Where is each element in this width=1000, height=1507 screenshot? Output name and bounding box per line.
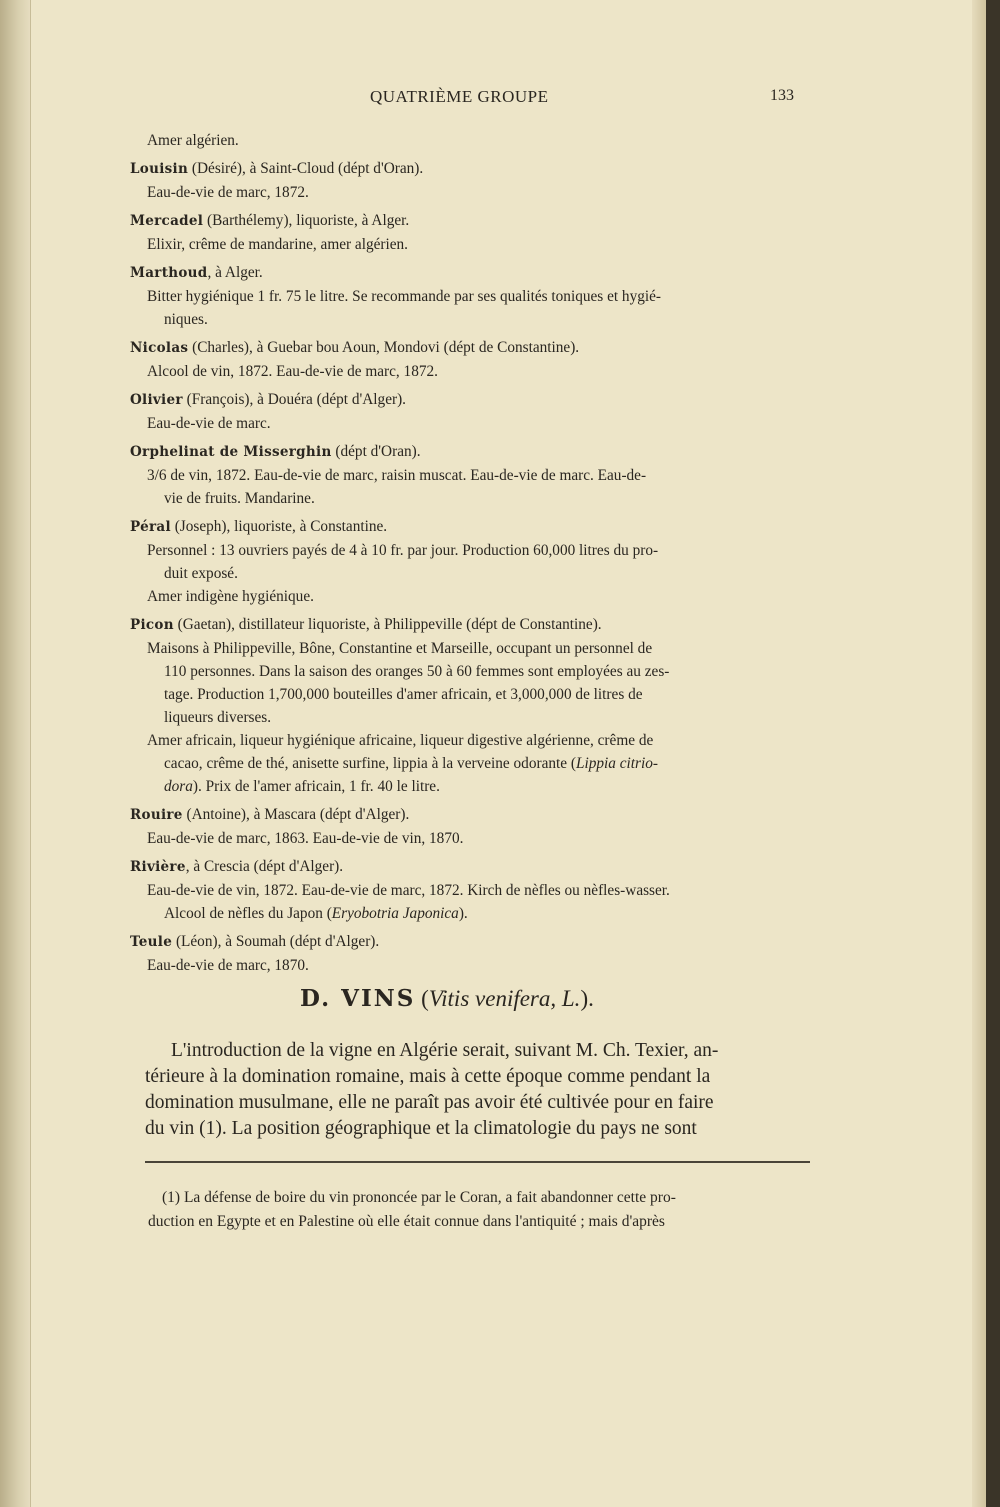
exhibitor-name: Marthoud bbox=[130, 265, 208, 281]
exhibitor-name: Nicolas bbox=[130, 340, 189, 356]
entry-text: Eau-de-vie de marc. bbox=[147, 415, 271, 432]
section-latin: Vitis venifera, L. bbox=[428, 986, 581, 1011]
entry-text: Eau-de-vie de marc, 1870. bbox=[147, 957, 309, 974]
entry-text: Amer africain, liqueur hygiénique africaine, liqueur digestive algérienne, crême de bbox=[147, 732, 654, 749]
entry-text: Elixir, crême de mandarine, amer algérien. bbox=[147, 236, 409, 253]
list-item bbox=[130, 388, 810, 435]
exhibitor-list bbox=[130, 129, 810, 982]
entry-line bbox=[130, 879, 810, 902]
exhibitor-details: (Léon), à Soumah (dépt d'Alger). bbox=[172, 933, 380, 950]
entry-line bbox=[130, 539, 810, 562]
entry-text: Alcool de nèfles du Japon ( bbox=[164, 905, 332, 922]
book-gutter bbox=[0, 0, 30, 1507]
entry-line bbox=[130, 902, 810, 925]
section-paren-close: ). bbox=[580, 986, 594, 1011]
exhibitor-name: Louisin bbox=[130, 161, 189, 177]
entry-heading bbox=[130, 613, 810, 637]
entry-text: 110 personnes. Dans la saison des oranges 50 à 60 femmes sont employées au zes- bbox=[164, 663, 670, 680]
exhibitor-details: (Barthélemy), liquoriste, à Alger. bbox=[203, 212, 410, 229]
list-item bbox=[130, 803, 810, 850]
entry-line bbox=[130, 285, 810, 308]
entry-heading bbox=[130, 261, 810, 285]
entry-text: Eau-de-vie de marc, 1872. bbox=[147, 184, 309, 201]
footnote bbox=[148, 1186, 818, 1234]
list-item bbox=[130, 336, 810, 383]
entry-text: ). bbox=[458, 905, 468, 922]
exhibitor-name: Rouire bbox=[130, 807, 183, 823]
entry-text: Alcool de vin, 1872. Eau-de-vie de marc, 1872. bbox=[147, 363, 438, 380]
entry-heading bbox=[130, 157, 810, 181]
entry-heading bbox=[130, 440, 810, 464]
exhibitor-name: Rivière bbox=[130, 859, 186, 875]
paragraph-line: domination musulmane, elle ne paraît pas avoir été cultivée pour en faire bbox=[145, 1092, 714, 1113]
page-number: 133 bbox=[770, 87, 794, 104]
entry-text: niques. bbox=[164, 311, 208, 328]
exhibitor-name: Péral bbox=[130, 519, 171, 535]
list-item bbox=[130, 209, 810, 256]
entry-heading bbox=[130, 209, 810, 233]
list-item bbox=[130, 515, 810, 608]
entry-line bbox=[130, 775, 810, 798]
entry-text: Personnel : 13 ouvriers payés de 4 à 10 fr. par jour. Production 60,000 litres du pro- bbox=[147, 542, 659, 559]
entry-line bbox=[130, 412, 810, 435]
entry-line bbox=[130, 562, 810, 585]
entry-line bbox=[130, 706, 810, 729]
entry-line bbox=[130, 729, 810, 752]
entry-text: Eau-de-vie de vin, 1872. Eau-de-vie de marc, 1872. Kirch de nèfles ou nèfles-wasser. bbox=[147, 882, 670, 899]
italic-text: dora bbox=[164, 778, 193, 795]
section-paren-open: ( bbox=[415, 986, 429, 1011]
exhibitor-name: Olivier bbox=[130, 392, 183, 408]
footnote-line: (1) La défense de boire du vin prononcée par le Coran, a fait abandonner cette pro- bbox=[162, 1189, 676, 1206]
entry-text: Maisons à Philippeville, Bône, Constantine et Marseille, occupant un personnel de bbox=[147, 640, 653, 657]
exhibitor-details: (François), à Douéra (dépt d'Alger). bbox=[182, 391, 406, 408]
entry-line bbox=[130, 827, 810, 850]
entry-text: duit exposé. bbox=[164, 565, 238, 582]
entry-heading bbox=[130, 515, 810, 539]
entry-line bbox=[130, 585, 810, 608]
entry-text: 3/6 de vin, 1872. Eau-de-vie de marc, raisin muscat. Eau-de-vie de marc. Eau-de- bbox=[147, 467, 647, 484]
entry-heading bbox=[130, 388, 810, 412]
exhibitor-details: (Antoine), à Mascara (dépt d'Alger). bbox=[182, 806, 410, 823]
entry-text: cacao, crême de thé, anisette surfine, lippia à la verveine odorante ( bbox=[164, 755, 576, 772]
exhibitor-name: Picon bbox=[130, 617, 174, 633]
entry-text: tage. Production 1,700,000 bouteilles d'amer africain, et 3,000,000 de litres de bbox=[164, 686, 643, 703]
footnote-rule bbox=[145, 1161, 810, 1163]
exhibitor-details: (Gaetan), distillateur liquoriste, à Philippeville (dépt de Constantine). bbox=[173, 616, 602, 633]
entry-text: vie de fruits. Mandarine. bbox=[164, 490, 315, 507]
entry-heading bbox=[130, 336, 810, 360]
exhibitor-name: Teule bbox=[130, 934, 173, 950]
entry-text: liqueurs diverses. bbox=[164, 709, 272, 726]
entry-text: Amer algérien. bbox=[147, 132, 239, 149]
exhibitor-details: , à Alger. bbox=[207, 264, 263, 281]
entry-line bbox=[130, 233, 810, 256]
entry-text: Bitter hygiénique 1 fr. 75 le litre. Se recommande par ses qualités toniques et hygié- bbox=[147, 288, 662, 305]
entry-line bbox=[130, 637, 810, 660]
entry-line bbox=[130, 660, 810, 683]
entry-line bbox=[130, 360, 810, 383]
exhibitor-details: (Charles), à Guebar bou Aoun, Mondovi (dépt de Constantine). bbox=[188, 339, 580, 356]
exhibitor-details: , à Crescia (dépt d'Alger). bbox=[185, 858, 344, 875]
exhibitor-details: (Joseph), liquoriste, à Constantine. bbox=[170, 518, 388, 535]
running-title: QUATRIÈME GROUPE bbox=[370, 87, 549, 106]
list-item bbox=[130, 440, 810, 510]
gutter-line bbox=[30, 0, 31, 1507]
paragraph-line: L'introduction de la vigne en Algérie serait, suivant M. Ch. Texier, an- bbox=[171, 1040, 719, 1061]
exhibitor-name: Orphelinat de Misserghin bbox=[130, 444, 332, 460]
page-edge bbox=[972, 0, 986, 1507]
list-item bbox=[130, 157, 810, 204]
entry-line bbox=[130, 464, 810, 487]
entry-line bbox=[130, 752, 810, 775]
entry-line bbox=[130, 683, 810, 706]
entry-line bbox=[130, 308, 810, 331]
section-label: D. VINS bbox=[300, 985, 416, 1012]
exhibitor-details: (dépt d'Oran). bbox=[331, 443, 421, 460]
section-title bbox=[300, 985, 594, 1012]
entry-line bbox=[130, 954, 810, 977]
italic-text: Eryobotria Japonica bbox=[331, 905, 459, 922]
entry-heading bbox=[130, 855, 810, 879]
entry-line bbox=[130, 487, 810, 510]
entry-text: ). Prix de l'amer africain, 1 fr. 40 le litre. bbox=[192, 778, 440, 795]
footnote-line: duction en Egypte et en Palestine où elle était connue dans l'antiquité ; mais d'après bbox=[148, 1213, 665, 1230]
list-item bbox=[130, 855, 810, 925]
entry-text: Amer indigène hygiénique. bbox=[147, 588, 314, 605]
paragraph-line: du vin (1). La position géographique et la climatologie du pays ne sont bbox=[145, 1118, 697, 1139]
list-item bbox=[130, 261, 810, 331]
entry-heading bbox=[130, 930, 810, 954]
italic-text: Lippia citrio- bbox=[575, 755, 658, 772]
entry-line bbox=[130, 129, 810, 152]
entry-text: Eau-de-vie de marc, 1863. Eau-de-vie de vin, 1870. bbox=[147, 830, 464, 847]
list-item bbox=[130, 129, 810, 152]
list-item bbox=[130, 613, 810, 798]
exhibitor-name: Mercadel bbox=[130, 213, 204, 229]
entry-heading bbox=[130, 803, 810, 827]
paragraph-line: térieure à la domination romaine, mais à cette époque comme pendant la bbox=[145, 1066, 711, 1087]
list-item bbox=[130, 930, 810, 977]
body-paragraph bbox=[145, 1038, 815, 1142]
exhibitor-details: (Désiré), à Saint-Cloud (dépt d'Oran). bbox=[188, 160, 424, 177]
entry-line bbox=[130, 181, 810, 204]
